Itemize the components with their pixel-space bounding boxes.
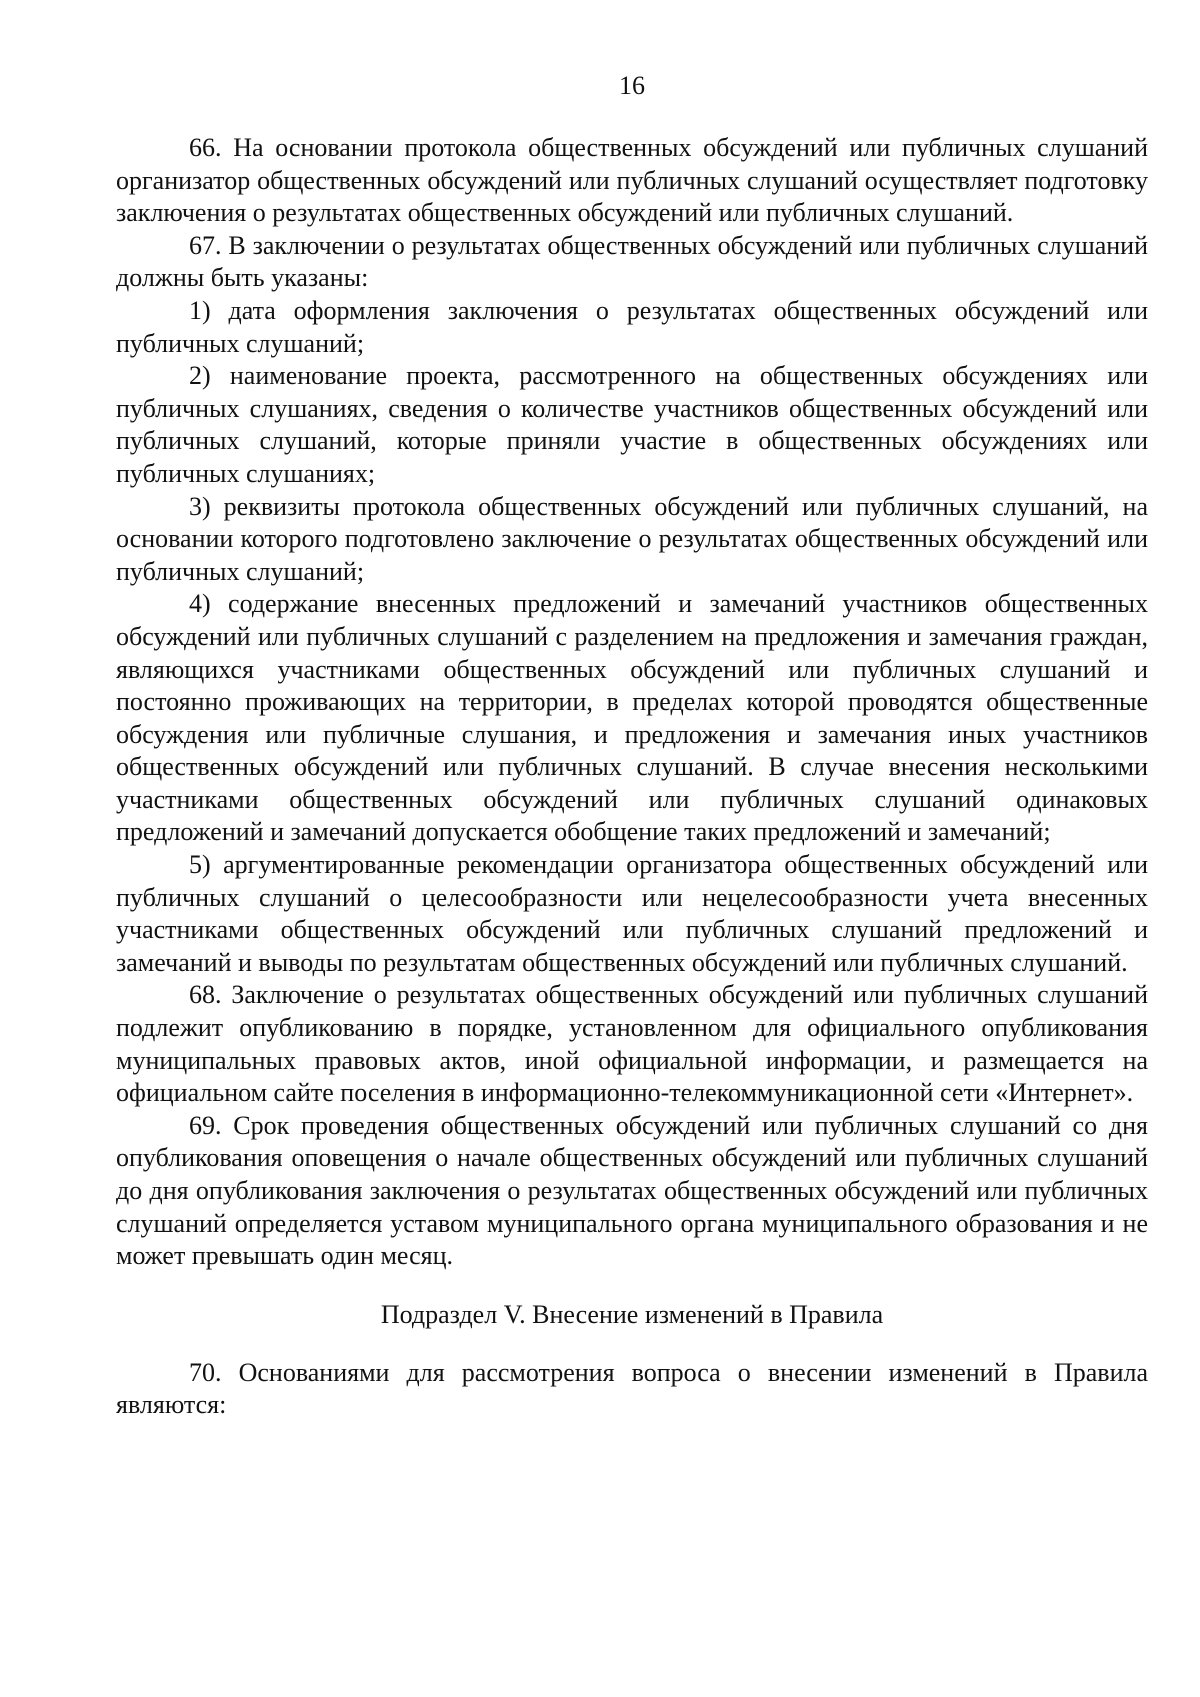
list-item-3: 3) реквизиты протокола общественных обсуждений или публичных слушаний, на основании которого подготовлено заключение о результатах общественных обсуждений или публичных слушаний; <box>116 491 1148 586</box>
paragraph-69: 69. Срок проведения общественных обсуждений или публичных слушаний со дня опубликования оповещения о начале общественных обсуждений или публичных слушаний до дня опубликования заключения о результатах общественных обсуждений или публичных слушаний определяется уставом муниципального органа муниципального образования и не может превышать один месяц. <box>116 1110 1148 1271</box>
list-item-2: 2) наименование проекта, рассмотренного на общественных обсуждениях или публичных слушаниях, сведения о количестве участников общественных обсуждений или публичных слушаний, которые приняли участие в общественных обсуждениях или публичных слушаниях; <box>116 361 1148 488</box>
paragraph-66: 66. На основании протокола общественных обсуждений или публичных слушаний организатор общественных обсуждений или публичных слушаний осуществляет подготовку заключения о результатах общественных обсуждений или публичных слушаний. <box>116 133 1148 228</box>
section-heading: Подраздел V. Внесение изменений в Правила <box>380 1299 884 1329</box>
paragraph-70: 70. Основаниями для рассмотрения вопроса о внесении изменений в Правила являются: <box>116 1357 1148 1420</box>
paragraph-67: 67. В заключении о результатах общественных обсуждений или публичных слушаний должны быть указаны: <box>116 230 1148 293</box>
list-item-4: 4) содержание внесенных предложений и замечаний участников общественных обсуждений или публичных слушаний с разделением на предложения и замечания граждан, являющихся участниками общественных обсуждений или публичных слушаний и постоянно проживающих на территории, в пределах которой проводятся общественные обсуждения или публичные слушания, и предложения и замечания иных участников общественных обсуждений или публичных слушаний. В случае внесения несколькими участниками общественных обсуждений или публичных слушаний одинаковых предложений и замечаний допускается обобщение таких предложений и замечаний; <box>116 589 1148 847</box>
paragraph-68: 68. Заключение о результатах общественных обсуждений или публичных слушаний подлежит опубликованию в порядке, установленном для официального опубликования муниципальных правовых актов, иной официальной информации, и размещается на официальном сайте поселения в информационно-телекоммуникационной сети «Интернет». <box>116 980 1148 1108</box>
page-number: 16 <box>619 71 645 100</box>
list-item-5: 5) аргументированные рекомендации организатора общественных обсуждений или публичных слушаний о целесообразности или нецелесообразности учета внесенных участниками общественных обсуждений или публичных слушаний предложений и замечаний и выводы по результатам общественных обсуждений или публичных слушаний. <box>116 850 1148 977</box>
document-page <box>116 70 1148 1422</box>
list-item-1: 1) дата оформления заключения о результатах общественных обсуждений или публичных слушаний; <box>116 295 1148 358</box>
